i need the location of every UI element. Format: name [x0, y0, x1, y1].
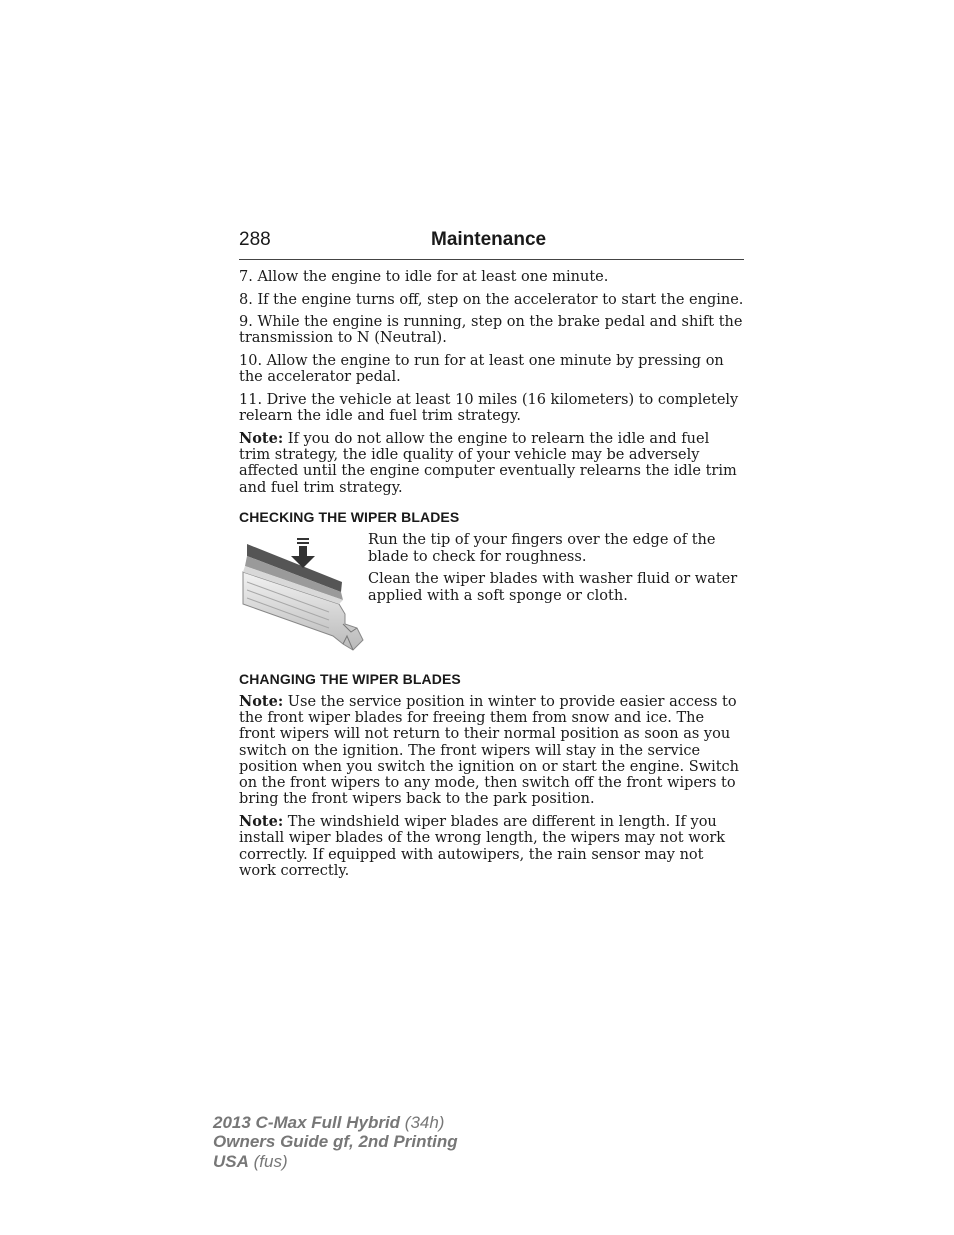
footer-line-1 [213, 1113, 458, 1132]
blade-length-note [239, 814, 744, 879]
footer-model: 2013 C-Max Full Hybrid [213, 1113, 401, 1132]
step-9: 9. While the engine is running, step on the brake pedal and shift the transmission to N (Neutral). [239, 314, 743, 347]
checking-text [368, 532, 744, 654]
page-number: 288 [239, 229, 271, 250]
footer-market: USA [213, 1151, 249, 1171]
page-header [239, 229, 744, 260]
checking-wiper-blades-heading: CHECKING THE WIPER BLADES [239, 509, 460, 526]
note-text: If you do not allow the engine to relearn the idle and fuel trim strategy, the idle quality of your vehicle may be adversely affected until the engine computer eventually relearns the idle trim and fuel trim strategy. [239, 430, 737, 496]
clean-blades-text: Clean the wiper blades with washer fluid or water applied with a soft sponge or cloth. [368, 571, 738, 604]
footer-market-code: (fus) [248, 1151, 288, 1171]
footer-guide: Owners Guide gf, 2nd Printing [213, 1132, 458, 1152]
manual-page [239, 229, 744, 879]
checking-section [239, 532, 744, 654]
step-8: 8. If the engine turns off, step on the accelerator to start the engine. [239, 291, 744, 308]
footer-line-3 [213, 1152, 458, 1171]
note-text: The windshield wiper blades are different in length. If you install wiper blades of the wrong length, the wipers may not work correctly. If equipped with autowipers, the rain sensor may not work correctly. [239, 814, 726, 879]
document-footer [213, 1113, 458, 1171]
note-label: Note: [239, 692, 284, 710]
relearn-note [239, 431, 744, 496]
changing-wiper-blades-heading: CHANGING THE WIPER BLADES [239, 671, 461, 688]
step-7: 7. Allow the engine to idle for at least one minute. [239, 269, 609, 285]
step-11: 11. Drive the vehicle at least 10 miles (16 kilometers) to completely relearn the idle and fuel trim strategy. [239, 391, 739, 425]
footer-model-code: (34h) [400, 1113, 445, 1132]
note-text: Use the service position in winter to provide easier access to the front wiper blades for freeing them from snow and ice. The front wipers will not return to their normal position as soon as you switch on the ignition. The front wipers will stay in the service position when you switch the ignition on or start the engine. Switch on the front wipers to any mode, then switch off the front wipers to bring the front wipers back to the park position. [239, 693, 739, 808]
footer-line-2 [213, 1132, 458, 1151]
note-label: Note: [239, 429, 284, 447]
page-content [239, 269, 744, 879]
section-title: Maintenance [431, 229, 547, 250]
note-label: Note: [239, 813, 284, 831]
check-roughness-text: Run the tip of your fingers over the edge of the blade to check for roughness. [368, 532, 716, 565]
step-10: 10. Allow the engine to run for at least one minute by pressing on the accelerator pedal. [239, 353, 724, 386]
wiper-blade-illustration [239, 532, 368, 654]
service-position-note [239, 694, 744, 808]
wiper-blade-icon [239, 532, 368, 654]
